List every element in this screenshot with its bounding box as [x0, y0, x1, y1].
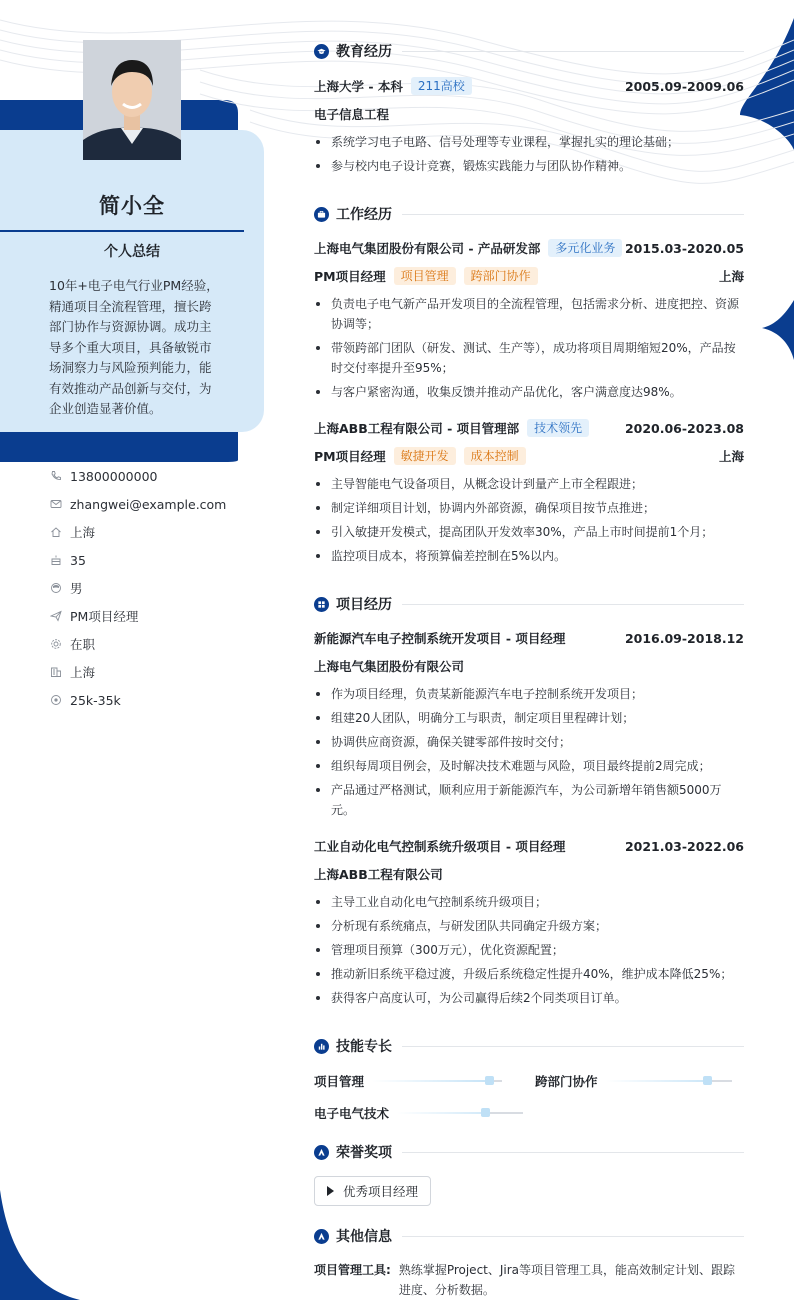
list-item: 制定详细项目计划，协调内外部资源，确保项目按节点推进；: [314, 498, 744, 518]
list-item: 作为项目经理，负责某新能源汽车电子控制系统开发项目；: [314, 684, 744, 704]
company-tag: 技术领先: [527, 419, 589, 437]
award-badge: 优秀项目经理: [314, 1176, 431, 1206]
briefcase-icon: [314, 207, 329, 222]
skill-item: [535, 1072, 732, 1090]
skill-item: [314, 1072, 502, 1090]
job-role-row: [314, 266, 744, 286]
info-phone: 13800000000: [50, 462, 226, 490]
list-item: 获得客户高度认可，为公司赢得后续2个同类项目订单。: [314, 988, 744, 1008]
education-row: [314, 76, 744, 96]
summary-text: 10年+电子电气行业PM经验，精通项目全流程管理，擅长跨部门协作与资源协调。成功主导多个重大项目，具备敏锐市场洞察力与风险预判能力，能有效推动产品创新与交付，为企业创造显著价值。: [49, 278, 219, 416]
list-item: 管理项目预算（300万元），优化资源配置；: [314, 940, 744, 960]
gender-icon: [50, 582, 62, 594]
skill-bar: [372, 1080, 502, 1082]
list-item: 参与校内电子设计竞赛，锻炼实践能力与团队协作精神。: [314, 156, 744, 176]
info-age: 35: [50, 546, 226, 574]
section-projects-header: 项目经历: [314, 594, 744, 614]
list-item: 监控项目成本，将预算偏差控制在5%以内。: [314, 546, 744, 566]
education-date: 2005.09-2009.06: [624, 78, 744, 94]
skill-tag: 跨部门协作: [464, 267, 538, 285]
company-name: 上海ABB工程有限公司 - 项目管理部: [314, 421, 520, 436]
info-gender: 男: [50, 574, 226, 602]
section-skills-header: 技能专长: [314, 1036, 744, 1056]
skill-name: 项目管理: [314, 1074, 365, 1089]
other-info-key: 项目管理工具:: [314, 1263, 391, 1277]
home-icon: [50, 526, 62, 538]
send-icon: [50, 610, 62, 622]
section-work-header: 工作经历: [314, 204, 744, 224]
name-divider: [0, 230, 244, 232]
list-item: 主导智能电气设备项目，从概念设计到量产上市全程跟进；: [314, 474, 744, 494]
play-icon: [327, 1186, 334, 1196]
skill-bar: [397, 1112, 523, 1114]
grid-icon: [314, 597, 329, 612]
project-org: 上海ABB工程有限公司: [314, 867, 443, 882]
list-item: 推动新旧系统平稳过渡，升级后系统稳定性提升40%，维护成本降低25%；: [314, 964, 744, 984]
list-item: 系统学习电子电路、信号处理等专业课程，掌握扎实的理论基础；: [314, 132, 744, 152]
section-education-header: 教育经历: [314, 41, 744, 61]
summary-title: 个人总结: [104, 244, 160, 260]
list-item: 组织每周项目例会，及时解决技术难题与风险，项目最终提前2周完成；: [314, 756, 744, 776]
graduation-cap-icon: [314, 44, 329, 59]
info-work-city: 上海: [50, 658, 226, 686]
list-item: 产品通过严格测试，顺利应用于新能源汽车，为公司新增年销售额5000万元。: [314, 780, 744, 820]
mail-icon: [50, 498, 62, 510]
list-item: 与客户紧密沟通，收集反馈并推动产品优化，客户满意度达98%。: [314, 382, 744, 402]
person-name: 简小全: [99, 194, 165, 218]
company-name: 上海电气集团股份有限公司 - 产品研发部: [314, 241, 541, 256]
info-email: zhangwei@example.com: [50, 490, 226, 518]
info-icon: [314, 1229, 329, 1244]
major: 电子信息工程: [314, 107, 390, 122]
project-org: 上海电气集团股份有限公司: [314, 659, 465, 674]
phone-icon: [50, 470, 62, 482]
job-role: PM项目经理: [314, 269, 386, 284]
skill-item: [314, 1104, 523, 1122]
project-name: 新能源汽车电子控制系统开发项目 - 项目经理: [314, 631, 566, 646]
school-name: 上海大学 - 本科: [314, 79, 403, 94]
skill-tag: 成本控制: [464, 447, 526, 465]
skill-bar: [606, 1080, 732, 1082]
list-item: 组建20人团队，明确分工与职责，制定项目里程碑计划；: [314, 708, 744, 728]
profile-photo: [83, 40, 181, 160]
project-org-row: [314, 656, 744, 676]
info-salary: 25k-35k: [50, 686, 226, 714]
other-info-row: [314, 1260, 744, 1300]
list-item: 负责电子电气新产品开发项目的全流程管理，包括需求分析、进度把控、资源协调等；: [314, 294, 744, 334]
job-role: PM项目经理: [314, 449, 386, 464]
info-city: 上海: [50, 518, 226, 546]
info-status: 在职: [50, 630, 226, 658]
section-other-header: 其他信息: [314, 1226, 744, 1246]
list-item: 主导工业自动化电气控制系统升级项目；: [314, 892, 744, 912]
project-row: [314, 628, 744, 648]
building-icon: [50, 666, 62, 678]
contact-info-list: [50, 462, 226, 714]
skill-name: 电子电气技术: [314, 1106, 390, 1121]
job-city: 上海: [718, 449, 744, 464]
school-tag: 211高校: [411, 77, 472, 95]
project-name: 工业自动化电气控制系统升级项目 - 项目经理: [314, 839, 566, 854]
skill-tag: 项目管理: [394, 267, 456, 285]
list-item: 带领跨部门团队（研发、测试、生产等），成功将项目周期缩短20%，产品按时交付率提升至95%；: [314, 338, 744, 378]
major-row: [314, 104, 744, 124]
skill-name: 跨部门协作: [535, 1074, 598, 1089]
company-tag: 多元化业务: [548, 239, 622, 257]
list-item: 分析现有系统痛点，与研发团队共同确定升级方案；: [314, 916, 744, 936]
list-item: 引入敏捷开发模式，提高团队开发效率30%，产品上市时间提前1个月；: [314, 522, 744, 542]
job-role-row: [314, 446, 744, 466]
age-icon: [50, 554, 62, 566]
award-icon: [314, 1145, 329, 1160]
info-position: PM项目经理: [50, 602, 226, 630]
job-row: [314, 418, 744, 438]
project-row: [314, 836, 744, 856]
job-row: [314, 238, 744, 258]
salary-icon: [50, 694, 62, 706]
other-info-value: 熟练掌握Project、Jira等项目管理工具，能高效制定计划、跟踪进度、分析数据。: [398, 1263, 736, 1297]
job-date: 2015.03-2020.05: [624, 240, 744, 256]
section-awards-header: 荣誉奖项: [314, 1142, 744, 1162]
bar-chart-icon: [314, 1039, 329, 1054]
project-date: 2021.03-2022.06: [624, 838, 744, 854]
job-city: 上海: [718, 269, 744, 284]
project-date: 2016.09-2018.12: [624, 630, 744, 646]
list-item: 协调供应商资源，确保关键零部件按时交付；: [314, 732, 744, 752]
skill-tag: 敏捷开发: [394, 447, 456, 465]
status-gear-icon: [50, 638, 62, 650]
job-date: 2020.06-2023.08: [624, 420, 744, 436]
project-org-row: [314, 864, 744, 884]
